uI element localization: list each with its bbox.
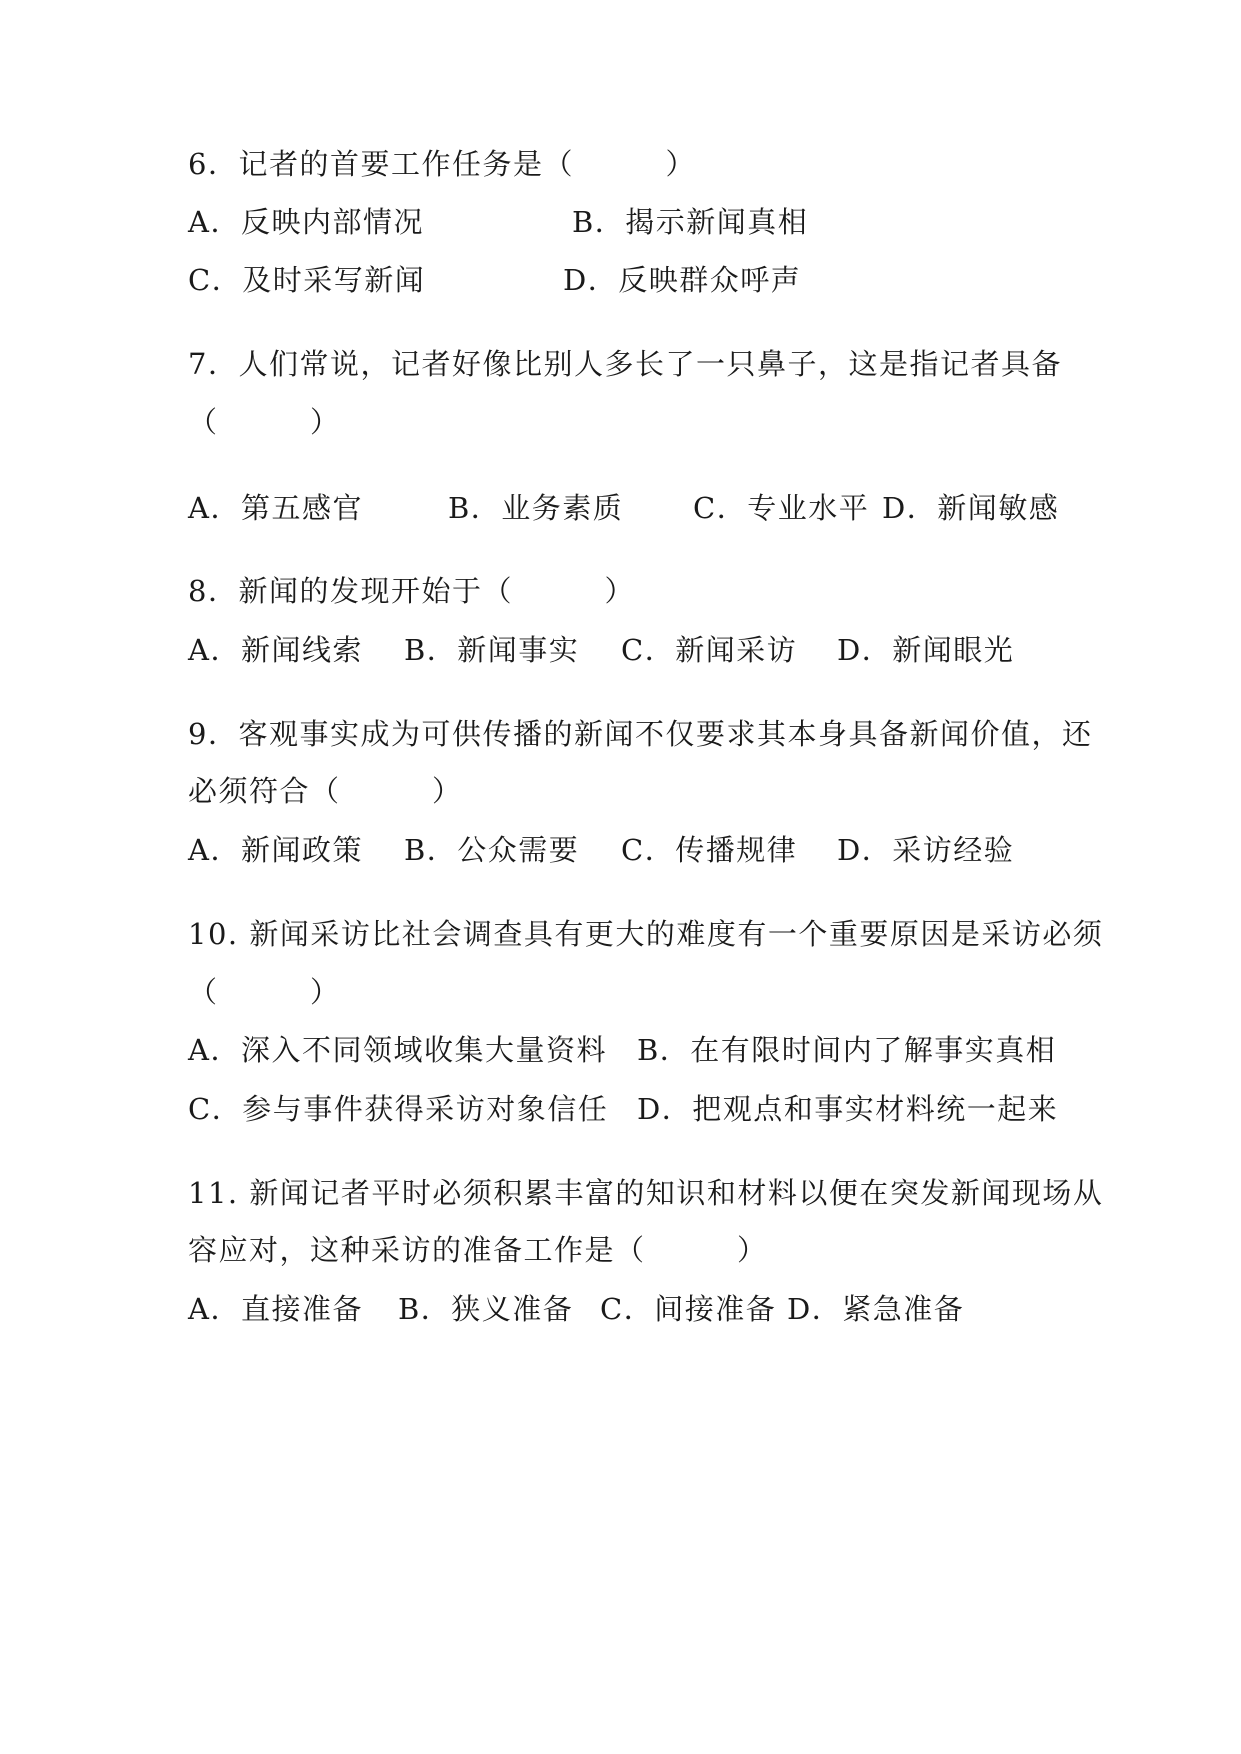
question-8-option-d: D．新闻眼光: [837, 633, 1015, 667]
question-7-stem: 7．人们常说，记者好像比别人多长了一只鼻子，这是指记者具备: [188, 347, 1062, 381]
question-6-option-a: A．反映内部情况: [188, 205, 424, 239]
question-11-option-b: B．狭义准备: [398, 1292, 574, 1326]
question-7-option-a: A．第五感官: [188, 491, 363, 525]
question-9-option-d: D．采访经验: [837, 833, 1015, 867]
question-10-option-b: B．在有限时间内了解事实真相: [637, 1033, 1057, 1067]
question-10-option-d: D．把观点和事实材料统一起来: [637, 1092, 1059, 1126]
question-11-stem-cont: 容应对，这种采访的准备工作是（ ）: [188, 1233, 768, 1267]
question-6-stem: 6．记者的首要工作任务是（ ）: [188, 147, 696, 181]
question-11-option-a: A．直接准备: [188, 1292, 363, 1326]
question-6-option-c: C．及时采写新闻: [188, 263, 426, 297]
question-8-option-c: C．新闻采访: [621, 633, 798, 667]
question-9-option-a: A．新闻政策: [188, 833, 363, 867]
question-10-stem-cont: （ ）: [188, 975, 341, 1009]
question-10-option-a: A．深入不同领域收集大量资料: [188, 1033, 607, 1067]
question-7-option-b: B．业务素质: [448, 491, 624, 525]
question-11-stem: 11. 新闻记者平时必须积累丰富的知识和材料以便在突发新闻现场从: [188, 1176, 1104, 1210]
question-10-option-c: C．参与事件获得采访对象信任: [188, 1092, 609, 1126]
question-8-stem: 8．新闻的发现开始于（ ）: [188, 574, 635, 608]
question-9-stem: 9．客观事实成为可供传播的新闻不仅要求其本身具备新闻价值，还: [188, 717, 1093, 751]
question-9-stem-cont: 必须符合（ ）: [188, 774, 463, 808]
question-8-option-b: B．新闻事实: [404, 633, 580, 667]
question-7-stem-cont: （ ）: [188, 405, 341, 439]
question-9-option-b: B．公众需要: [404, 833, 580, 867]
question-7-option-d: D．新闻敏感: [882, 491, 1060, 525]
question-6-option-b: B．揭示新闻真相: [572, 205, 809, 239]
question-7-option-c: C．专业水平: [693, 491, 870, 525]
question-11-option-c: C．间接准备: [600, 1292, 777, 1326]
question-9-option-c: C．传播规律: [621, 833, 798, 867]
question-11-option-d: D．紧急准备: [787, 1292, 965, 1326]
question-8-option-a: A．新闻线索: [188, 633, 363, 667]
question-6-option-d: D．反映群众呼声: [563, 263, 802, 297]
question-10-stem: 10. 新闻采访比社会调查具有更大的难度有一个重要原因是采访必须: [188, 917, 1104, 951]
